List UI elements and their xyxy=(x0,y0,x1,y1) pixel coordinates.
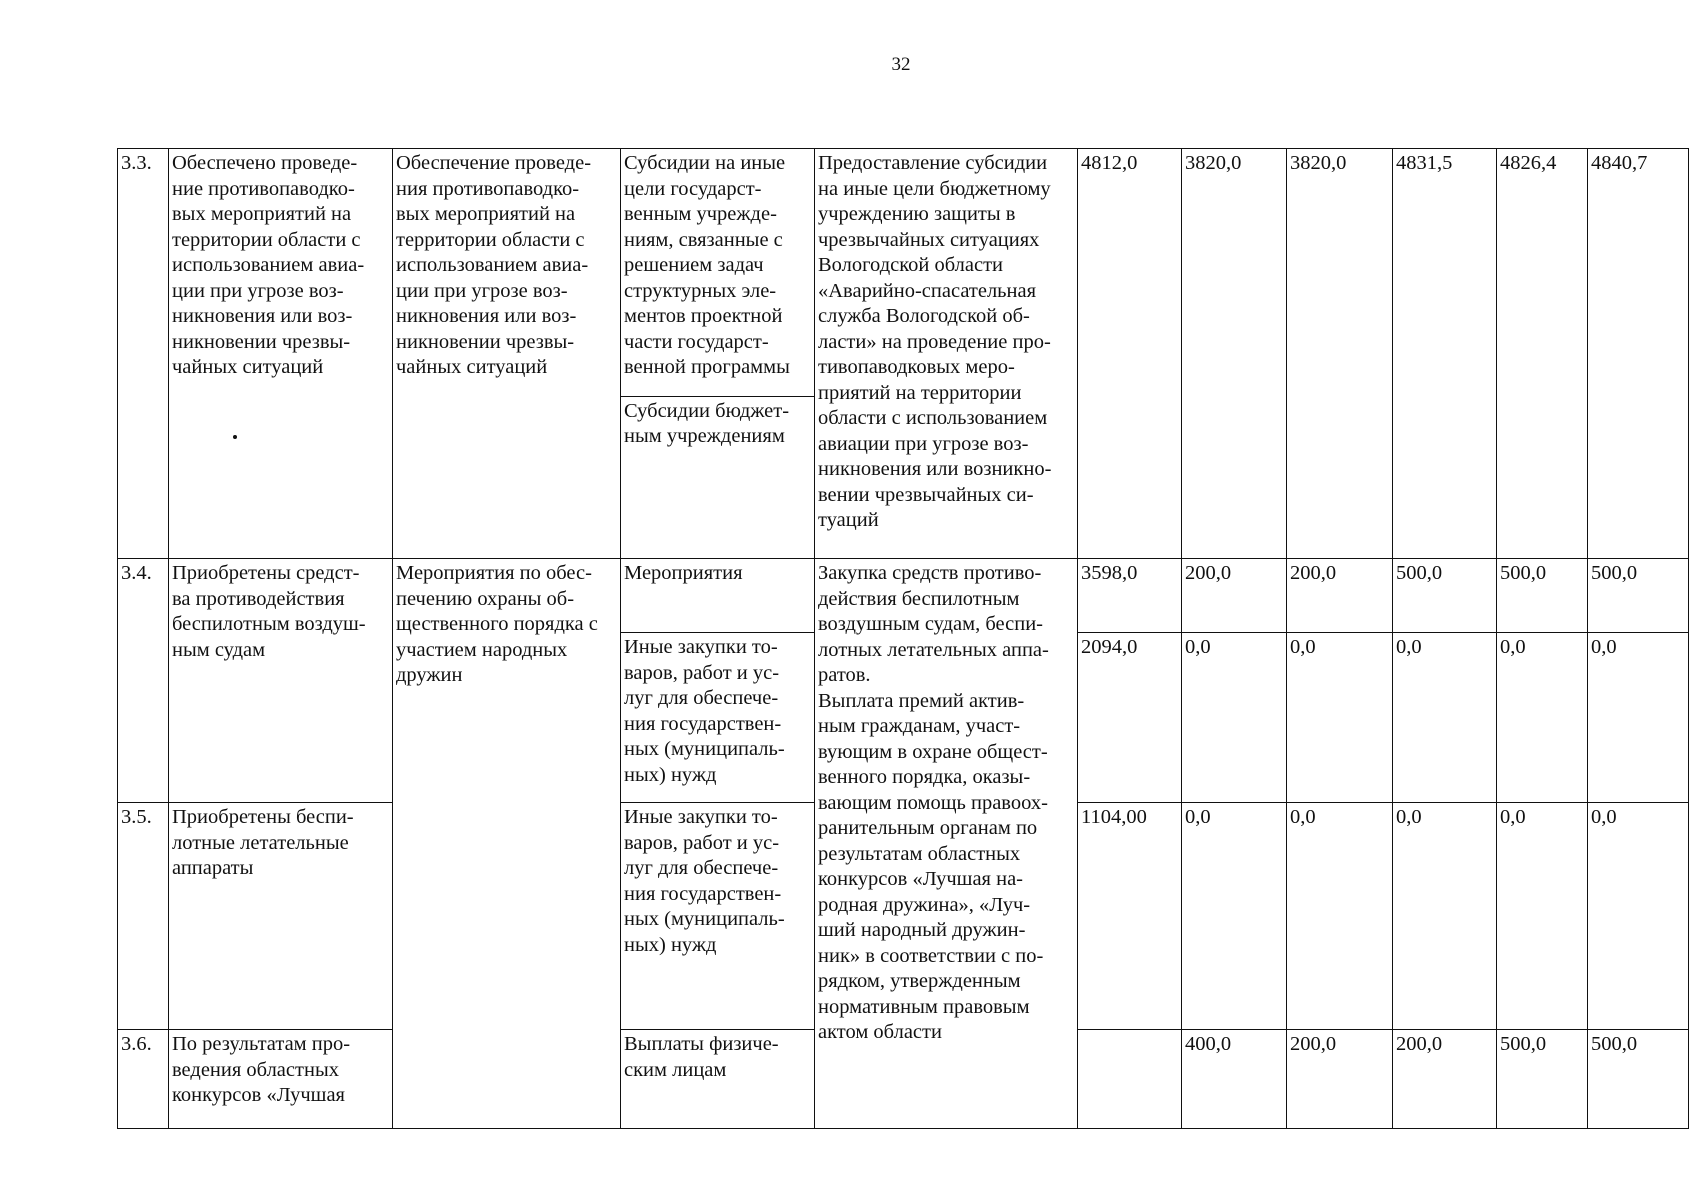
value-cell: 500,0 xyxy=(1588,1030,1689,1129)
value-cell: 500,0 xyxy=(1497,559,1588,633)
value-cell: 0,0 xyxy=(1393,633,1497,803)
value-cell: 500,0 xyxy=(1393,559,1497,633)
value-cell: 4826,4 xyxy=(1497,149,1588,559)
value-cell: 200,0 xyxy=(1182,559,1287,633)
row-number: 3.4. xyxy=(118,559,169,803)
value-cell: 0,0 xyxy=(1287,803,1393,1030)
result-cell: Приобретены средст- ва противодействия беспилотным воздуш- ным судам xyxy=(169,559,393,803)
value-cell: 200,0 xyxy=(1287,559,1393,633)
value-cell: 3598,0 xyxy=(1078,559,1182,633)
value-cell: 500,0 xyxy=(1497,1030,1588,1129)
event-cell: Мероприятия по обес- печению охраны об- щественного порядка с участием народных дружин xyxy=(393,559,621,1129)
value-cell: 0,0 xyxy=(1497,803,1588,1030)
description-cell xyxy=(1078,1030,1182,1129)
value-cell: 0,0 xyxy=(1588,633,1689,803)
page-number: 32 xyxy=(891,54,911,75)
value-cell: 4831,5 xyxy=(1393,149,1497,559)
value-cell: 0,0 xyxy=(1393,803,1497,1030)
value-cell: 200,0 xyxy=(1287,1030,1393,1129)
value-cell: 1104,00 xyxy=(1078,803,1182,1030)
row-number: 3.6. xyxy=(118,1030,169,1129)
value-cell: 0,0 xyxy=(1182,803,1287,1030)
scan-speck xyxy=(233,435,237,439)
expense-type-cell: Мероприятия xyxy=(621,559,815,633)
value-cell: 4840,7 xyxy=(1588,149,1689,559)
value-cell: 3820,0 xyxy=(1182,149,1287,559)
value-cell: 0,0 xyxy=(1182,633,1287,803)
value-cell: 500,0 xyxy=(1588,559,1689,633)
expense-type-cell: Иные закупки то- варов, работ и ус- луг для обеспече- ния государствен- ных (муниципаль- ных) нужд xyxy=(621,803,815,1030)
expense-type-cell: Выплаты физиче- ским лицам xyxy=(621,1030,815,1129)
result-cell: Обеспечено проведе- ние противопаводко- вых мероприятий на территории области с использованием авиа- ции при угрозе воз- никновения или воз- никновении чрезвы- чайных ситуаций xyxy=(169,149,393,559)
description-cell: Закупка средств противо- действия беспилотным воздушным судам, беспи- лотных летательных аппа- ратов. Выплата премий актив- ным гражданам, участ- вующим в охране общест- венного порядка, оказы- вающим помощь правоох- ранительным органам по результатам областных конкурсов «Лучшая на- родная дружина», «Луч- ший народный дружин- ник» в соответствии с по- рядком, утвержденным нормативным правовым актом области xyxy=(815,559,1078,1129)
expense-type-cell: Субсидии на иные цели государст- венным учрежде- ниям, связанные с решением задач структурных эле- ментов проектной части государст- венной программы xyxy=(621,149,815,397)
table-row-3-3 xyxy=(118,149,1689,397)
row-number: 3.5. xyxy=(118,803,169,1030)
value-cell: 0,0 xyxy=(1588,803,1689,1030)
value-cell: 400,0 xyxy=(1182,1030,1287,1129)
value-cell: 4812,0 xyxy=(1078,149,1182,559)
description-cell: Предоставление субсидии на иные цели бюджетному учреждению защиты в чрезвычайных ситуациях Вологодской области «Аварийно-спасательная служба Вологодской об- ласти» на проведение про- тивопаводковых меро- приятий на территории области с использованием авиации при угрозе воз- никновения или возникно- вении чрезвычайных си- туаций xyxy=(815,149,1078,559)
value-cell: 0,0 xyxy=(1287,633,1393,803)
value-cell: 3820,0 xyxy=(1287,149,1393,559)
table-row-3-4 xyxy=(118,559,1689,633)
result-cell: По результатам про- ведения областных конкурсов «Лучшая xyxy=(169,1030,393,1129)
value-cell: 0,0 xyxy=(1497,633,1588,803)
value-cell: 200,0 xyxy=(1393,1030,1497,1129)
program-table xyxy=(117,148,1689,1129)
expense-type-cell: Субсидии бюджет- ным учреждениям xyxy=(621,396,815,558)
event-cell: Обеспечение проведе- ния противопаводко- вых мероприятий на территории области с использованием авиа- ции при угрозе воз- никновения или воз- никновении чрезвы- чайных ситуаций xyxy=(393,149,621,559)
value-cell: 2094,0 xyxy=(1078,633,1182,803)
result-cell: Приобретены беспи- лотные летательные аппараты xyxy=(169,803,393,1030)
row-number: 3.3. xyxy=(118,149,169,559)
expense-type-cell: Иные закупки то- варов, работ и ус- луг для обеспече- ния государствен- ных (муниципаль- ных) нужд xyxy=(621,633,815,803)
